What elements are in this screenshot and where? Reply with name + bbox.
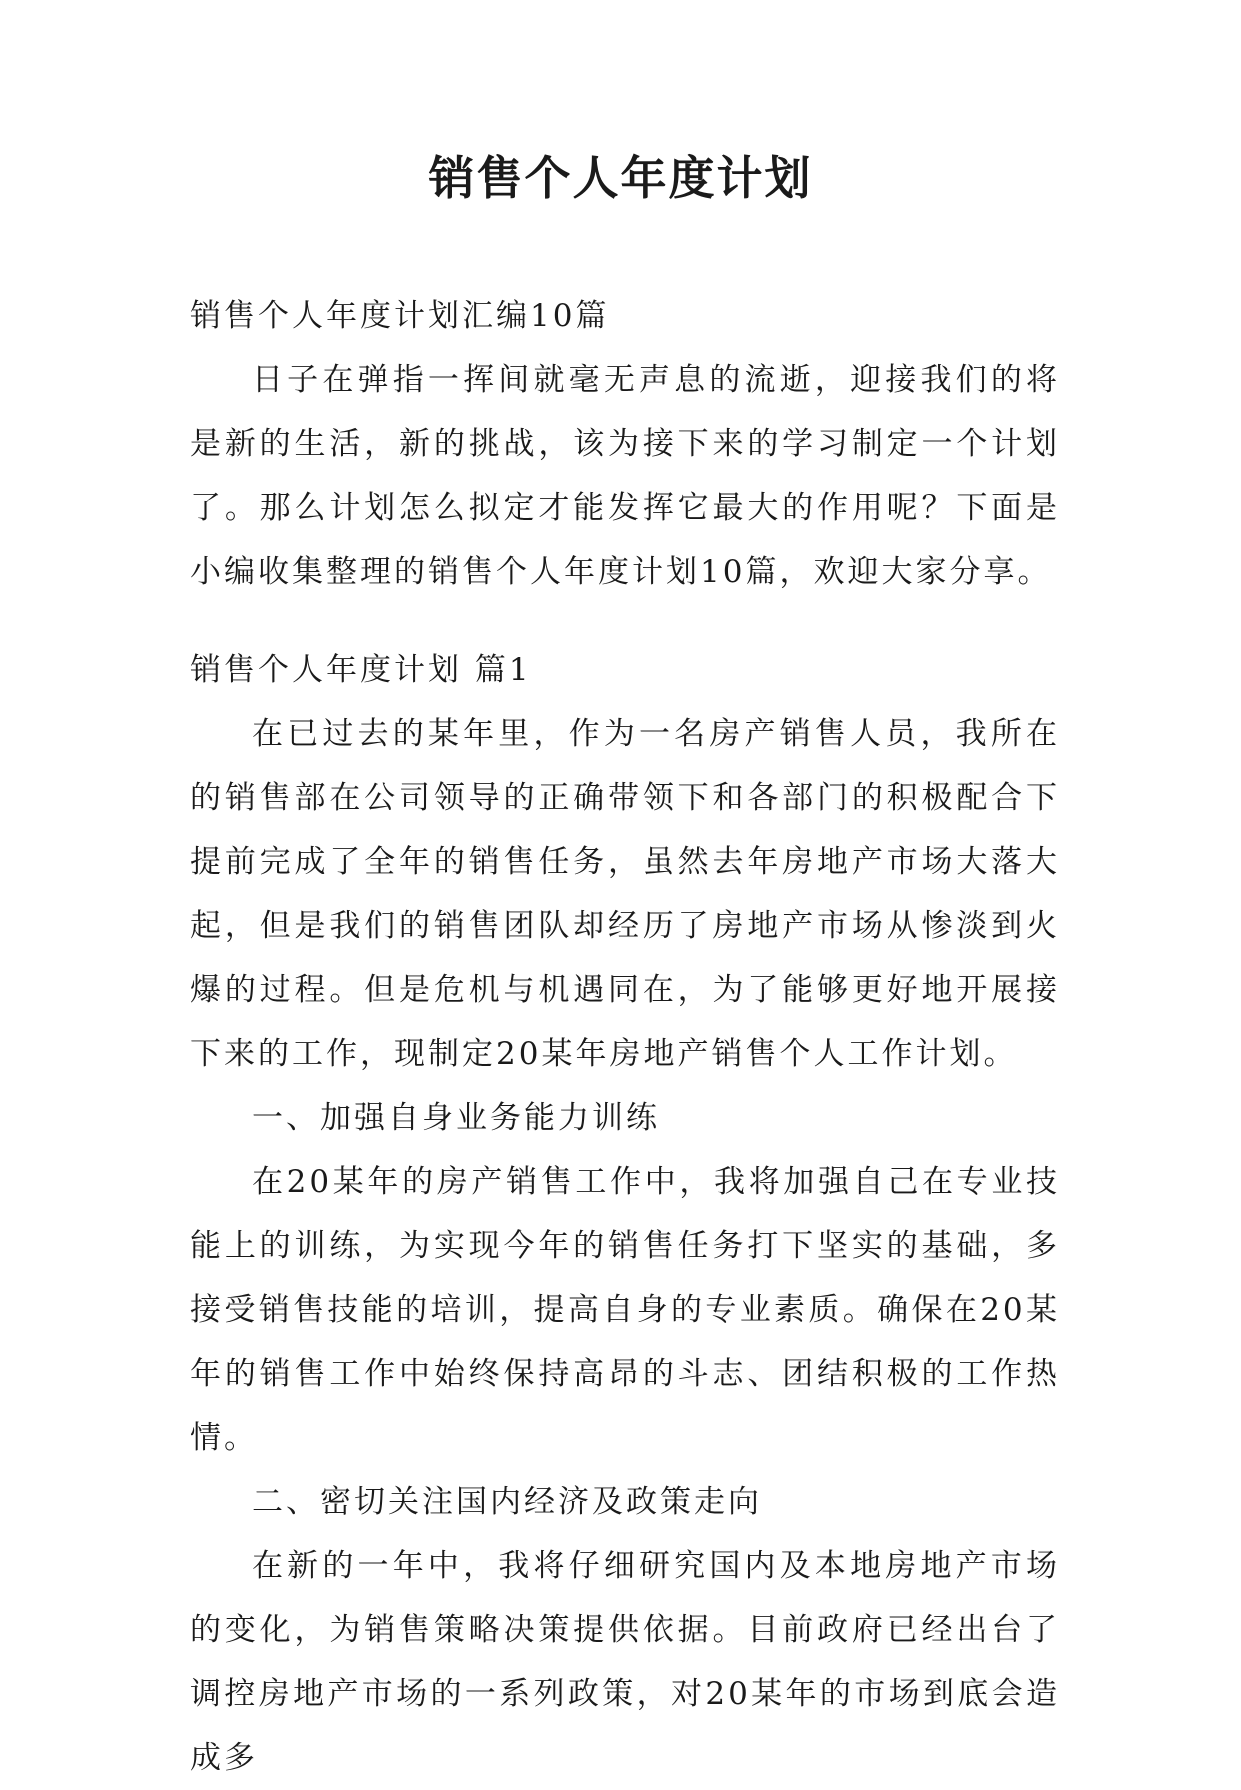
document-body <box>190 284 1060 1790</box>
body-paragraph: 在新的一年中，我将仔细研究国内及本地房地产市场的变化，为销售策略决策提供依据。目前政府已经出台了调控房地产市场的一系列政策，对20某年的市场到底会造成多 <box>190 1548 1060 1776</box>
point-heading: 一、加强自身业务能力训练 <box>252 1100 660 1136</box>
body-paragraph: 在20某年的房产销售工作中，我将加强自己在专业技能上的训练，为实现今年的销售任务打下坚实的基础，多接受销售技能的培训，提高自身的专业素质。确保在20某年的销售工作中始终保持高昂的斗志、团结积极的工作热情。 <box>190 1164 1060 1456</box>
document-subtitle: 销售个人年度计划汇编10篇 <box>190 298 610 334</box>
intro-paragraph: 日子在弹指一挥间就毫无声息的流逝，迎接我们的将是新的生活，新的挑战，该为接下来的学习制定一个计划了。那么计划怎么拟定才能发挥它最大的作用呢？下面是小编收集整理的销售个人年度计划10篇，欢迎大家分享。 <box>190 362 1060 590</box>
section-heading: 销售个人年度计划 篇1 <box>190 652 532 688</box>
section-gap <box>190 604 1060 638</box>
point-heading: 二、密切关注国内经济及政策走向 <box>252 1484 762 1520</box>
body-paragraph: 在已过去的某年里，作为一名房产销售人员，我所在的销售部在公司领导的正确带领下和各部门的积极配合下提前完成了全年的销售任务，虽然去年房地产市场大落大起，但是我们的销售团队却经历了房地产市场从惨淡到火爆的过程。但是危机与机遇同在，为了能够更好地开展接下来的工作，现制定20某年房地产销售个人工作计划。 <box>190 716 1060 1072</box>
document-title: 销售个人年度计划 <box>428 151 813 205</box>
